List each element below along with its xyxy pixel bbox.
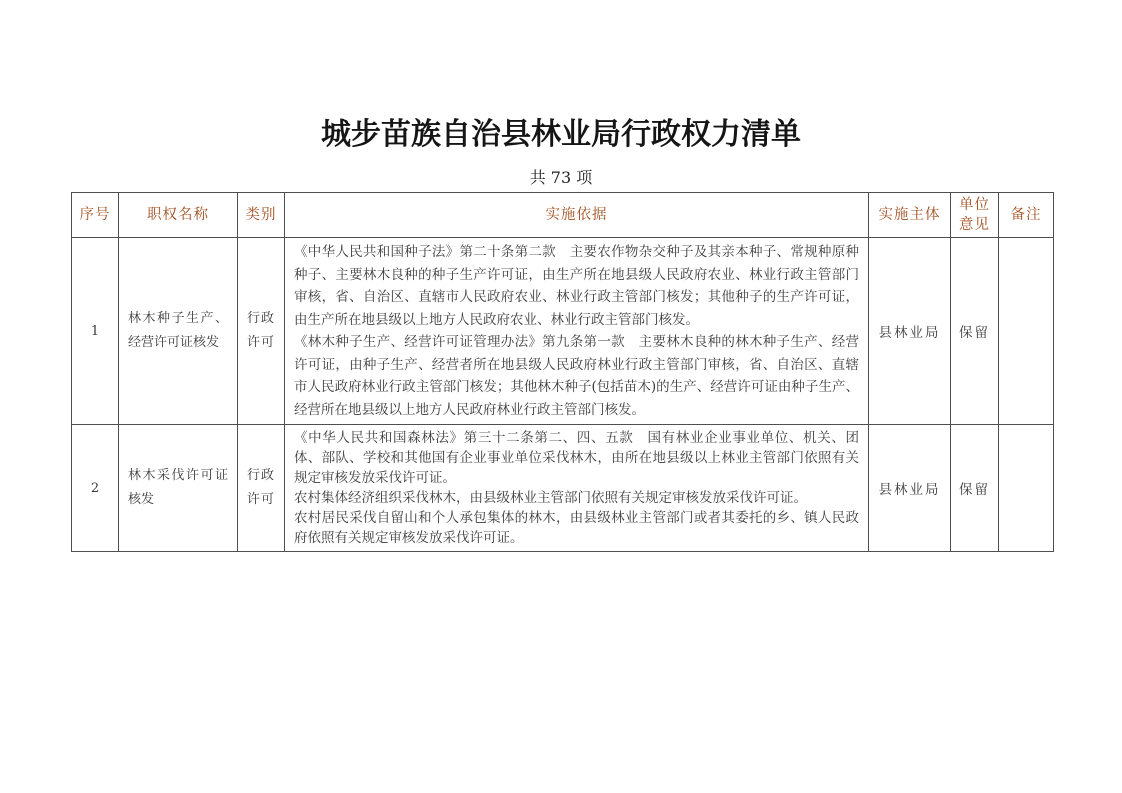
col-header-category: 类别 <box>238 193 285 238</box>
page-title: 城步苗族自治县林业局行政权力清单 <box>321 117 801 152</box>
col-header-index: 序号 <box>72 193 119 238</box>
cell-index: 1 <box>72 238 119 425</box>
col-header-subject: 实施主体 <box>869 193 951 238</box>
cell-remark <box>999 425 1054 552</box>
cell-opinion: 保留 <box>951 238 999 425</box>
cell-index: 2 <box>72 425 119 552</box>
basis-paragraph: 农村居民采伐自留山和个人承包集体的林木，由县级林业主管部门或者其委托的乡、镇人民政府依照有关规定审核发放采伐许可证。 <box>294 510 859 546</box>
table-row <box>72 238 1054 425</box>
cell-remark <box>999 238 1054 425</box>
basis-paragraph: 农村集体经济组织采伐林木，由县级林业主管部门依照有关规定审核发放采伐许可证。 <box>294 490 807 506</box>
basis-paragraph: 《中华人民共和国种子法》第二十条第二款 主要农作物杂交种子及其亲本种子、常规种原种种子、主要林木良种的种子生产许可证，由生产所在地县级人民政府农业、林业行政主管部门审核，省、自治区、直辖市人民政府农业、林业行政主管部门核发；其他种子的生产许可证，由生产所在地县级以上地方人民政府农业、林业行政主管部门核发。 <box>294 244 859 328</box>
cell-category: 行政许可 <box>238 238 285 425</box>
cell-subject: 县林业局 <box>869 238 951 425</box>
cell-opinion: 保留 <box>951 425 999 552</box>
cell-basis <box>285 425 869 552</box>
page-subtitle: 共 73 项 <box>529 168 593 187</box>
cell-power-name: 林木种子生产、经营许可证核发 <box>119 238 238 425</box>
cell-subject: 县林业局 <box>869 425 951 552</box>
cell-power-name: 林木采伐许可证核发 <box>119 425 238 552</box>
basis-paragraph: 《林木种子生产、经营许可证管理办法》第九条第一款 主要林木良种的林木种子生产、经营许可证，由种子生产、经营者所在地县级人民政府林业行政主管部门审核，省、自治区、直辖市人民政府林业行政主管部门核发；其他林木种子(包括苗木)的生产、经营许可证由种子生产、经营所在地县级以上地方人民政府林业行政主管部门核发。 <box>294 334 859 418</box>
power-list-table <box>71 192 1054 552</box>
basis-paragraph: 《中华人民共和国森林法》第三十二条第二、四、五款 国有林业企业事业单位、机关、团体、部队、学校和其他国有企业事业单位采伐林木，由所在地县级以上林业主管部门依照有关规定审核发放采伐许可证。 <box>294 430 859 486</box>
col-header-unit-opinion: 单位意见 <box>951 193 999 238</box>
cell-basis <box>285 238 869 425</box>
col-header-basis: 实施依据 <box>285 193 869 238</box>
col-header-remark: 备注 <box>999 193 1054 238</box>
col-header-power-name: 职权名称 <box>119 193 238 238</box>
table-row <box>72 425 1054 552</box>
table-header-row <box>72 193 1054 238</box>
cell-category: 行政许可 <box>238 425 285 552</box>
